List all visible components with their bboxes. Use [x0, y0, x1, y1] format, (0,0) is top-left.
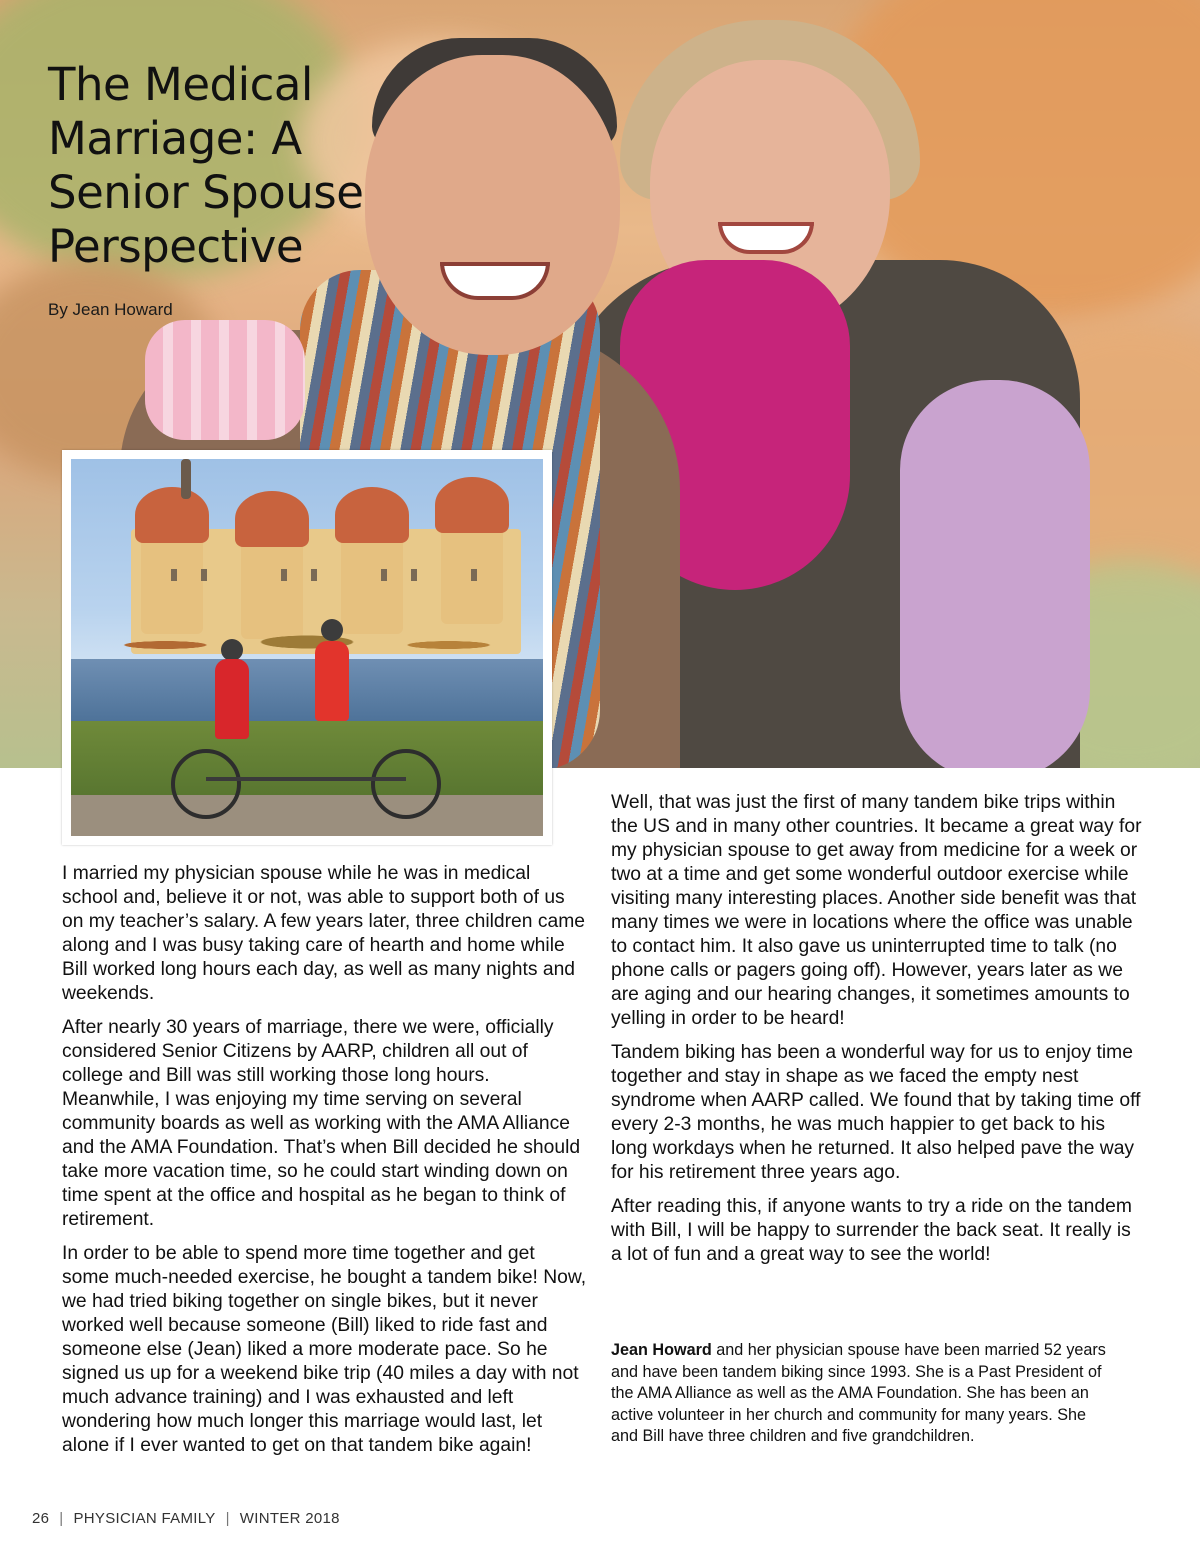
- issue-name: WINTER 2018: [239, 1510, 340, 1527]
- inset-photo: [62, 450, 552, 845]
- publication-name: PHYSICIAN FAMILY: [73, 1510, 216, 1527]
- paragraph: Tandem biking has been a wonderful way for us to enjoy time together and stay in shape as we faced the empty nest syndrome when AARP called. We found that by taking time off every 2-3 months, he was much happier to get back to his long workdays when he returned. It also helped pave the way for his retirement three years ago.: [611, 1042, 1141, 1183]
- article-title: The Medical Marriage: A Senior Spouse Perspective: [48, 58, 364, 273]
- footer-separator: |: [225, 1510, 230, 1527]
- author-name: Jean Howard: [611, 1341, 712, 1359]
- author-bio: [611, 1340, 1111, 1448]
- paragraph: After reading this, if anyone wants to try a ride on the tandem with Bill, I will be happy to surrender the back seat. It really is a lot of fun and a great way to see the world!: [611, 1196, 1132, 1265]
- paragraph: I married my physician spouse while he was in medical school and, believe it or not, was able to support both of us on my teacher’s salary. A few years later, three children came along and I was busy taking care of hearth and home while Bill worked long hours each day, as well as many nights and weekends.: [62, 863, 585, 1004]
- article-byline: By Jean Howard: [48, 300, 173, 319]
- paragraph: Well, that was just the first of many tandem bike trips within the US and in many other countries. It became a great way for my physician spouse to get away from medicine for a week or two at a time and get some wonderful outdoor exercise while visiting many interesting places. Another side benefit was that many times we were in locations where the office was unable to contact him. It also gave us uninterrupted time to talk (no phone calls or pagers going off). However, years later as we are aging and our hearing changes, it sometimes amounts to yelling in order to be heard!: [611, 792, 1142, 1029]
- author-bio-text: and her physician spouse have been married 52 years and have been tandem biking since 1993. She is a Past President of the AMA Alliance as well as the AMA Foundation. She has been an active volunteer in her church and community for many years. She and Bill have three children and five grandchildren.: [611, 1341, 1106, 1445]
- footer-separator: |: [59, 1510, 64, 1527]
- page-footer: [32, 1510, 340, 1527]
- paragraph: After nearly 30 years of marriage, there we were, officially considered Senior Citizens by AARP, children all out of college and Bill was still working those long hours. Meanwhile, I was enjoying my time serving on several community boards as well as working with the AMA Alliance and the AMA Foundation. That’s when Bill decided he should take more vacation time, so he could start winding down on time spent at the office and hospital as he began to think of retirement.: [62, 1017, 581, 1230]
- article-body-right: [611, 791, 1146, 1277]
- article-body-left: [62, 862, 587, 1468]
- page-number: 26: [32, 1510, 50, 1527]
- paragraph: In order to be able to spend more time together and get some much-needed exercise, he bought a tandem bike! Now, we had tried biking together on single bikes, but it never worked well because someone (Bill) liked to ride fast and someone else (Jean) liked a more moderate pace. So he signed us up for a weekend bike trip (40 miles a day with not much advance training) and I was exhausted and left wondering how much longer this marriage would last, let alone if I ever wanted to get on that tandem bike again!: [62, 1243, 587, 1456]
